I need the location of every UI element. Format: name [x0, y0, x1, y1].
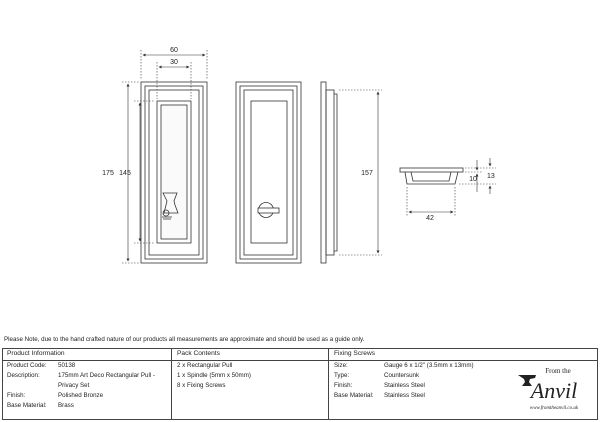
dim-spindle-length: 42 — [426, 215, 434, 222]
pack-contents-heading: Pack Contents — [172, 348, 328, 361]
row-value: 50138 — [58, 362, 76, 369]
row-label: Finish: — [334, 382, 353, 389]
row-value: Stainless Steel — [384, 392, 425, 399]
logo-top-text: From the — [545, 367, 571, 375]
dim-side-height: 157 — [361, 170, 373, 177]
row-label: Product Code: — [7, 362, 47, 369]
dim-recess-width: 30 — [170, 59, 178, 66]
row-value: Brass — [58, 402, 74, 409]
logo-brand: Anvil — [530, 378, 578, 403]
back-view-pull — [236, 82, 301, 263]
list-item: 8 x Fixing Screws — [177, 382, 226, 389]
row-label: Type: — [334, 372, 350, 379]
front-view-pull — [141, 82, 207, 263]
table-row — [2, 381, 171, 391]
measurement-note: Please Note, due to the hand crafted nature of our products all measurements are approximate and should be used as a guide only. — [4, 336, 365, 343]
table-row — [2, 391, 171, 401]
logo-url: www.fromtheanvil.co.uk — [529, 406, 579, 411]
dim-recess-height: 145 — [119, 170, 131, 177]
product-information-column — [2, 348, 172, 420]
row-label: Description: — [7, 372, 40, 379]
row-value: Polished Bronze — [58, 392, 104, 399]
row-value: Privacy Set — [58, 382, 90, 389]
table-row — [2, 401, 171, 411]
row-label: Base Material: — [7, 402, 47, 409]
row-label: Base Material: — [334, 392, 374, 399]
fixing-screws-heading: Fixing Screws — [329, 348, 598, 361]
row-value: Gauge 6 x 1/2" (3.5mm x 13mm) — [384, 362, 474, 369]
row-value: 175mm Art Deco Rectangular Pull - — [58, 372, 155, 379]
product-information-heading: Product Information — [2, 348, 171, 361]
list-item: 2 x Rectangular Pull — [177, 362, 233, 369]
list-item: 1 x Spindle (5mm x 50mm) — [177, 372, 251, 379]
dim-depth-total: 13 — [487, 173, 495, 180]
section-view-pull — [400, 168, 463, 184]
from-the-anvil-logo — [508, 362, 594, 418]
row-value: Stainless Steel — [384, 382, 425, 389]
row-label: Finish: — [7, 392, 26, 399]
row-value: Countersunk — [384, 372, 420, 379]
side-view-pull — [321, 82, 337, 263]
row-label: Size: — [334, 362, 348, 369]
table-row — [2, 371, 171, 381]
table-row — [2, 361, 171, 371]
dim-depth-small: 10 — [469, 176, 477, 183]
dim-overall-width: 60 — [170, 47, 178, 54]
pack-contents-column — [172, 348, 329, 420]
dim-overall-height: 175 — [102, 170, 114, 177]
